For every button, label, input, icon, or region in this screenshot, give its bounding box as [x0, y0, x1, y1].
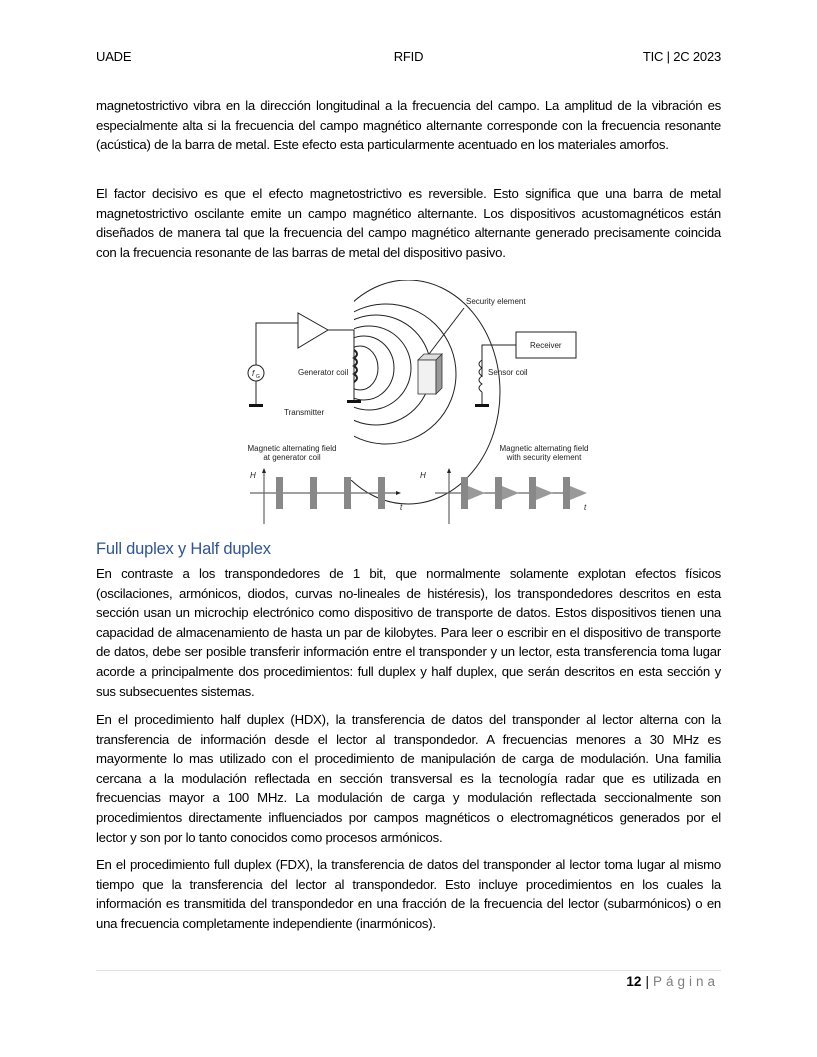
label-generator-symbol: f	[252, 369, 255, 378]
pulse	[563, 477, 570, 509]
paragraph-intro: En contraste a los transpondedores de 1 bit, que normalmente solamente explotan efectos físicos (oscilaciones, armónicos, diodos, curvas no-lineales de histéresis), los transpondedores descritos en esta sección usan un microchip electrónico como dispositivo de transporte de datos. Estos dispositivos tienen una capacidad de almacenamiento de hasta un par de kilobytes. Para leer o escribir en el dispositivo de transporte de datos, debe ser posible transferir información entre el transponder y un lector, esta transferencia toma lugar acorde a principalmente dos procedimientos: full duplex y half duplex, que serán descritos en esta sección y sus subsecuentes sistemas.	[96, 566, 721, 699]
ground-icon	[475, 404, 489, 407]
right-plot-title-2: with security element	[506, 453, 582, 462]
y-axis-arrow-icon	[447, 468, 451, 473]
ground-icon	[249, 404, 263, 407]
paragraph-full-duplex: En el procedimiento full duplex (FDX), la transferencia de datos del transponder al lector toma lugar al mismo tiempo que la transferencia del lector al transpondedor. Esto incluye procedimientos en los cuales la información es transmitida del transpondedor en una fracción de la frecuencia del lector (subarmónicos) o en una frecuencia completamente independiente (inarmónicos).	[96, 857, 721, 931]
pulse	[310, 477, 317, 509]
decay-tail	[570, 486, 587, 500]
pulse	[529, 477, 536, 509]
left-plot-title-1: Magnetic alternating field	[247, 444, 337, 453]
left-x-axis-label: t	[400, 503, 403, 512]
page-number: 12	[626, 974, 642, 989]
paragraph-reversible-effect: El factor decisivo es que el efecto magnetostrictivo es reversible. Esto significa que una barra de metal magnetostrictivo oscilante emite un campo magnético alternante. Los dispositivos acustomagnéticos están diseñados de manera tal que la frecuencia del campo magnético alternante generado precisamente coincida con la frecuencia resonante de las barras de metal del dispositivo pasivo.	[96, 186, 721, 260]
label-generator-subscript: G	[256, 374, 260, 380]
right-y-axis-label: H	[420, 471, 426, 480]
page-footer	[626, 974, 719, 989]
label-security-element: Security element	[466, 297, 526, 306]
label-generator-coil: Generator coil	[298, 368, 349, 377]
x-axis-arrow-icon	[396, 491, 401, 495]
security-element-icon	[418, 354, 442, 394]
decay-tail	[502, 486, 519, 500]
paragraph-magnetostriction: magnetostrictivo vibra en la dirección longitudinal a la frecuencia del campo. La amplitud de la vibración es especialmente alta si la frecuencia del campo magnético alternante corresponde con la frecuencia resonante (acústica) de la barra de metal. Este efecto esta particularmente acentuado en los materiales amorfos.	[96, 98, 721, 153]
ground-icon	[347, 400, 361, 403]
decay-tail	[468, 486, 485, 500]
left-plot-title-2: at generator coil	[263, 453, 321, 462]
page-label: Página	[652, 974, 719, 989]
label-receiver: Receiver	[530, 341, 562, 350]
pulse	[344, 477, 351, 509]
decay-tail	[536, 486, 553, 500]
acoustomagnetic-diagram	[236, 280, 606, 530]
section-heading: Full duplex y Half duplex	[96, 540, 271, 558]
header-topic: RFID	[393, 49, 424, 64]
pulse	[461, 477, 468, 509]
header-institution: UADE	[96, 49, 132, 64]
left-y-axis-label: H	[250, 471, 256, 480]
pulse	[378, 477, 385, 509]
label-sensor-coil: Sensor coil	[488, 368, 528, 377]
label-transmitter: Transmitter	[284, 408, 325, 417]
footer-divider	[96, 970, 721, 971]
footer-separator: |	[645, 974, 649, 989]
paragraph-half-duplex: En el procedimiento half duplex (HDX), la transferencia de datos del transponder al lector alterna con la transferencia de información desde el lector al transpondedor. A frecuencias menores a 30 MHz es mayormente lo mas utilizado con el procedimiento de manipulación de carga de modulación. Una familia cercana a la modulación reflectada en sección transversal es la tecnología radar que es utilizada en frecuencias mayor a 100 MHz. La modulación de carga y modulación reflectada seccionalmente son procedimientos directamente influenciados por campos magnéticos o electromagnéticos generados por el lector y son por lo tanto conocidos como procesos armónicos.	[96, 712, 721, 845]
pulse	[276, 477, 283, 509]
right-x-axis-label: t	[584, 503, 587, 512]
pulse	[495, 477, 502, 509]
header-course: TIC | 2C 2023	[642, 49, 721, 64]
right-plot-title-1: Magnetic alternating field	[499, 444, 589, 453]
